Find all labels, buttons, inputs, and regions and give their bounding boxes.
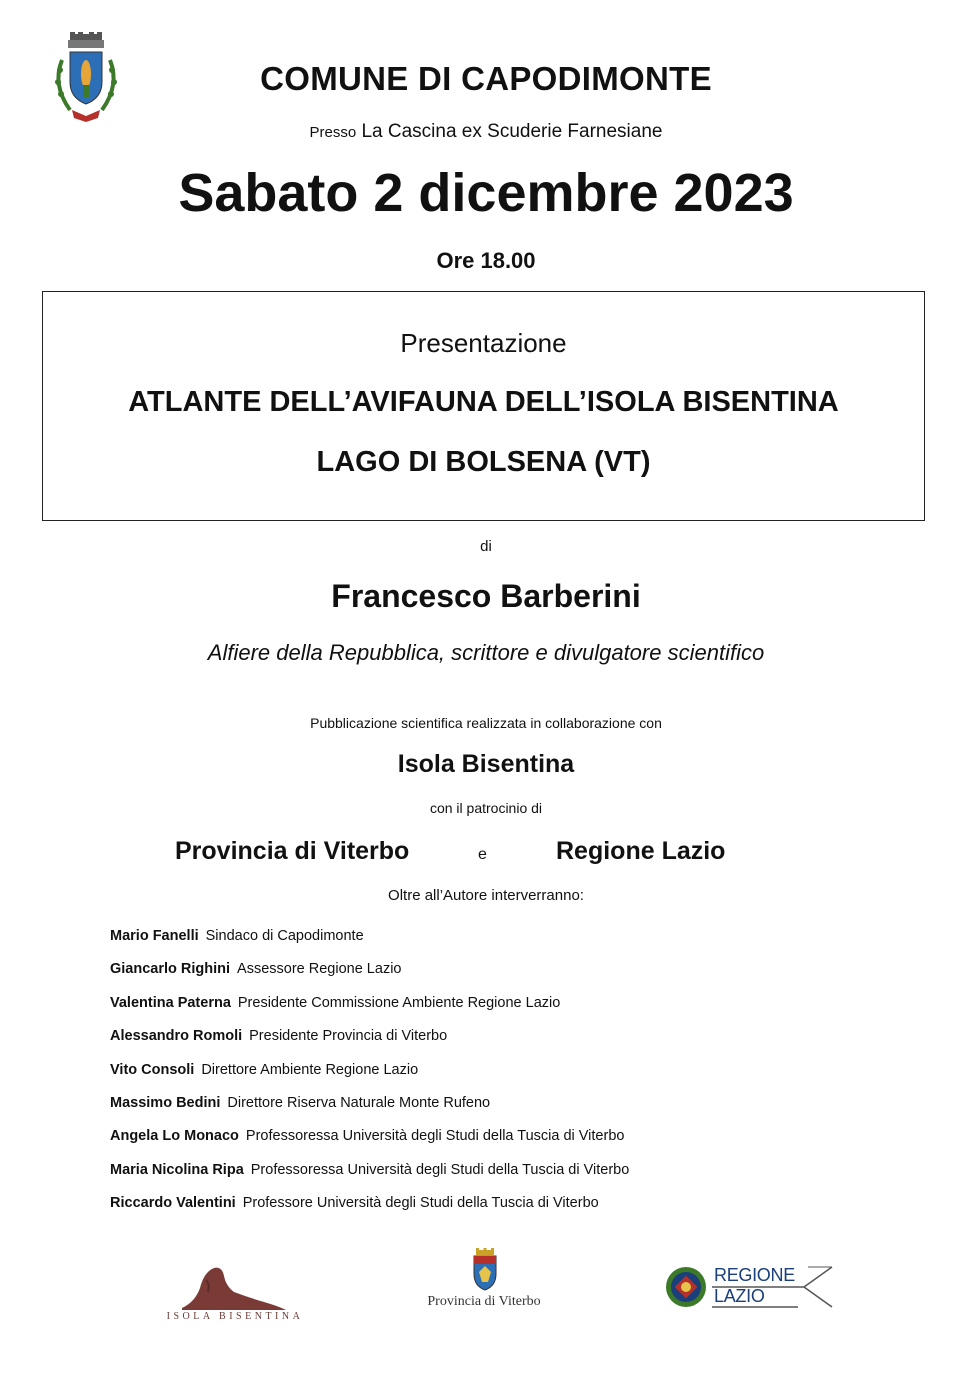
venue-line	[0, 121, 972, 143]
regione-lazio-text-line1: REGIONE	[714, 1265, 795, 1285]
speaker-item	[110, 1028, 629, 1061]
speaker-name: Mario Fanelli	[110, 928, 199, 944]
regione-lazio-text-line2: LAZIO	[714, 1286, 765, 1306]
speaker-role: Direttore Riserva Naturale Monte Rufeno	[227, 1094, 491, 1111]
title-box	[42, 291, 925, 521]
by-label: di	[480, 538, 492, 555]
patron-conjunction: e	[478, 846, 487, 863]
book-title-line1: ATLANTE DELL’AVIFAUNA DELL’ISOLA BISENTINA	[128, 386, 839, 418]
speaker-name: Alessandro Romoli	[110, 1028, 243, 1045]
speaker-name: Massimo Bedini	[110, 1094, 221, 1111]
speaker-role: Sindaco di Capodimonte	[205, 928, 364, 944]
speaker-item	[110, 1195, 629, 1228]
speaker-item	[110, 995, 629, 1028]
speaker-item	[110, 1162, 629, 1195]
speaker-name: Vito Consoli	[110, 1061, 195, 1078]
speaker-item	[110, 1095, 629, 1128]
speaker-name: Angela Lo Monaco	[110, 1128, 239, 1145]
isola-bisentina-caption: ISOLA BISENTINA	[166, 1311, 304, 1322]
speaker-role: Professoressa Università degli Studi della Tuscia di Viterbo	[245, 1128, 625, 1145]
speaker-role: Professoressa Università degli Studi della Tuscia di Viterbo	[250, 1161, 630, 1178]
speaker-role: Assessore Regione Lazio	[237, 961, 402, 978]
book-title-line2: LAGO DI BOLSENA (VT)	[316, 446, 651, 478]
speaker-role: Presidente Commissione Ambiente Regione Lazio	[237, 994, 561, 1011]
patron-provincia: Provincia di Viterbo	[175, 837, 410, 865]
regione-lazio-emblem-icon	[664, 1263, 708, 1311]
speaker-item	[110, 961, 629, 994]
event-date: Sabato 2 dicembre 2023	[178, 163, 794, 223]
patronage-intro: con il patrocinio di	[429, 800, 543, 816]
venue-name: La Cascina ex Scuderie Farnesiane	[361, 121, 663, 142]
speakers-intro: Oltre all’Autore interverranno:	[388, 887, 584, 904]
presentation-label: Presentazione	[400, 328, 567, 358]
speakers-list	[110, 928, 629, 1229]
partner-name: Isola Bisentina	[397, 750, 575, 778]
speaker-item	[110, 1128, 629, 1161]
speaker-name: Riccardo Valentini	[110, 1195, 236, 1212]
provincia-viterbo-crest-icon	[466, 1248, 504, 1292]
speaker-name: Maria Nicolina Ripa	[110, 1161, 244, 1178]
event-time: Ore 18.00	[436, 248, 536, 273]
speaker-role: Presidente Provincia di Viterbo	[249, 1028, 448, 1045]
author-description: Alfiere della Repubblica, scrittore e divulgatore scientifico	[207, 640, 765, 665]
speaker-item	[110, 928, 629, 961]
speaker-role: Professore Università degli Studi della Tuscia di Viterbo	[242, 1195, 599, 1212]
venue-prefix: Presso	[309, 124, 357, 141]
speaker-role: Direttore Ambiente Regione Lazio	[201, 1061, 419, 1078]
author-name: Francesco Barberini	[331, 578, 641, 614]
collaboration-intro: Pubblicazione scientifica realizzata in collaborazione con	[310, 715, 662, 731]
provincia-viterbo-caption: Provincia di Viterbo	[427, 1294, 541, 1309]
patron-regione: Regione Lazio	[556, 837, 726, 865]
speaker-name: Valentina Paterna	[110, 994, 231, 1011]
comune-heading: COMUNE DI CAPODIMONTE	[260, 60, 712, 97]
speaker-name: Giancarlo Righini	[110, 961, 231, 978]
speaker-item	[110, 1062, 629, 1095]
